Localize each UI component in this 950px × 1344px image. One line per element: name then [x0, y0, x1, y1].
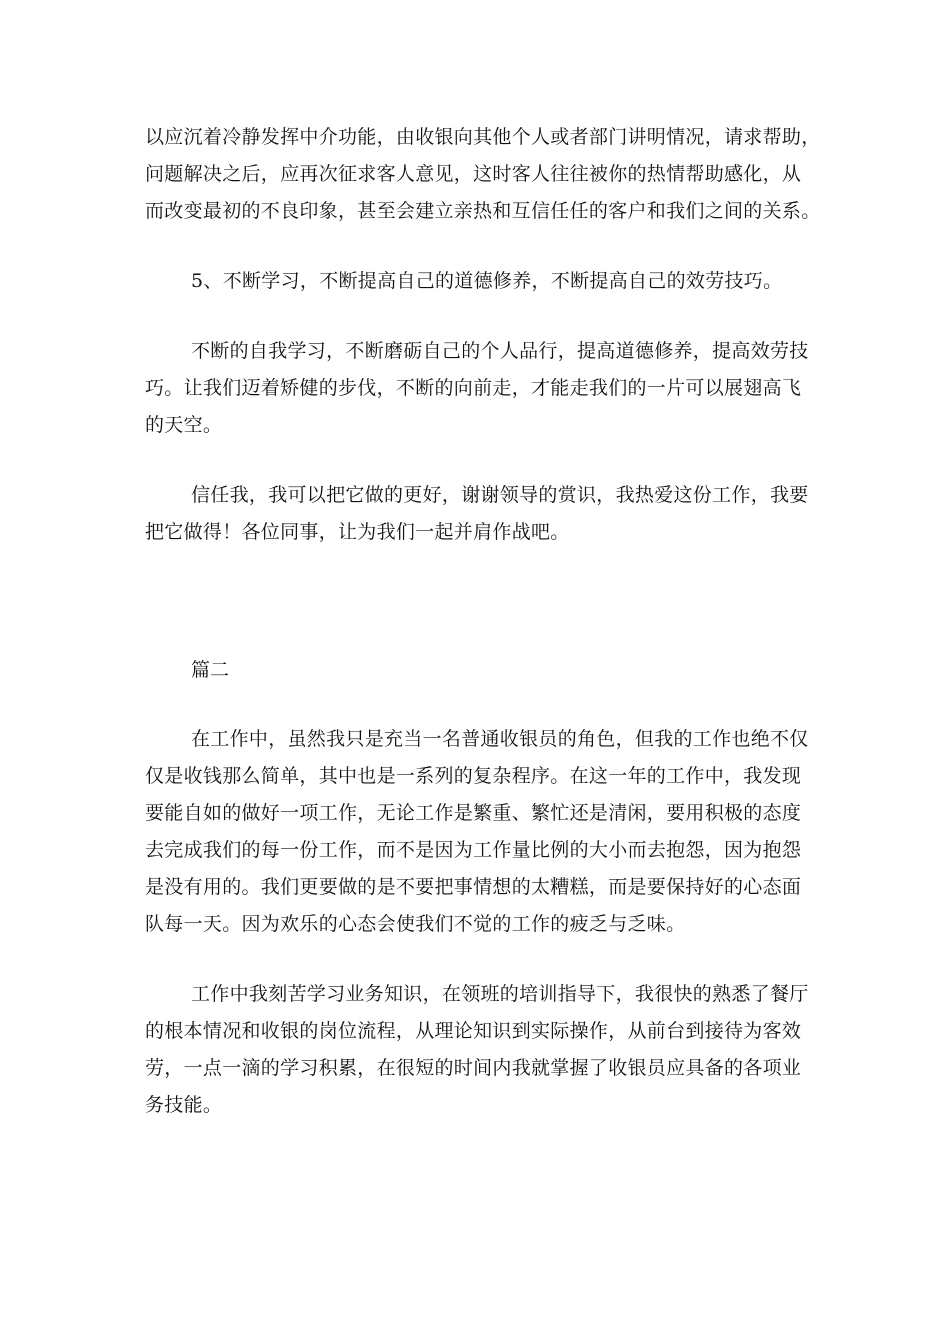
paragraph-line: 巧。让我们迈着矫健的步伐，不断的向前走，才能走我们的一片可以展翅高飞	[145, 377, 802, 399]
paragraph-work	[145, 721, 810, 943]
paragraph-line: 仅是收钱那么简单，其中也是一系列的复杂程序。在这一年的工作中，我发现	[145, 765, 802, 787]
paragraph-line: 而改变最初的不良印象，甚至会建立亲热和互信任任的客户和我们之间的关系。	[145, 200, 821, 222]
paragraph-trust	[145, 477, 810, 551]
paragraph-line: 以应沉着冷静发挥中介功能，由收银向其他个人或者部门讲明情况，请求帮助，	[145, 126, 821, 148]
section-heading: 篇二	[191, 659, 230, 681]
paragraph-line: 的根本情况和收银的岗位流程，从理论知识到实际操作，从前台到接待为客效	[145, 1020, 802, 1042]
paragraph-line: 把它做得！各位同事，让为我们一起并肩作战吧。	[145, 521, 570, 543]
paragraph-skills	[145, 976, 810, 1124]
paragraph-line: 去完成我们的每一份工作，而不是因为工作量比例的大小而去抱怨，因为抱怨	[145, 839, 802, 861]
paragraph-line: 的天空。	[145, 414, 223, 436]
paragraph-line: 要能自如的做好一项工作，无论工作是繁重、繁忙还是清闲，要用积极的态度	[145, 802, 802, 824]
list-item-text: 5、不断学习，不断提高自己的道德修养，不断提高自己的效劳技巧。	[191, 270, 783, 292]
paragraph-line: 不断的自我学习，不断磨砺自己的个人品行，提高道德修养，提高效劳技	[191, 340, 809, 362]
paragraph-line: 在工作中，虽然我只是充当一名普通收银员的角色，但我的工作也绝不仅	[191, 728, 809, 750]
paragraph-line: 队每一天。因为欢乐的心态会使我们不觉的工作的疲乏与乏味。	[145, 913, 686, 935]
paragraph-intro	[145, 119, 821, 230]
paragraph-line: 工作中我刻苦学习业务知识，在领班的培训指导下，我很快的熟悉了餐厅	[191, 983, 809, 1005]
list-item-5	[191, 263, 856, 300]
paragraph-line: 问题解决之后，应再次征求客人意见，这时客人往往被你的热情帮助感化，从	[145, 163, 802, 185]
paragraph-line: 信任我，我可以把它做的更好，谢谢领导的赏识，我热爱这份工作，我要	[191, 484, 809, 506]
paragraph-line: 是没有用的。我们更要做的是不要把事情想的太糟糕，而是要保持好的心态面	[145, 876, 802, 898]
paragraph-line: 务技能。	[145, 1094, 223, 1116]
paragraph-self-learning	[145, 333, 810, 444]
paragraph-line: 劳，一点一滴的学习积累，在很短的时间内我就掌握了收银员应具备的各项业	[145, 1057, 802, 1079]
